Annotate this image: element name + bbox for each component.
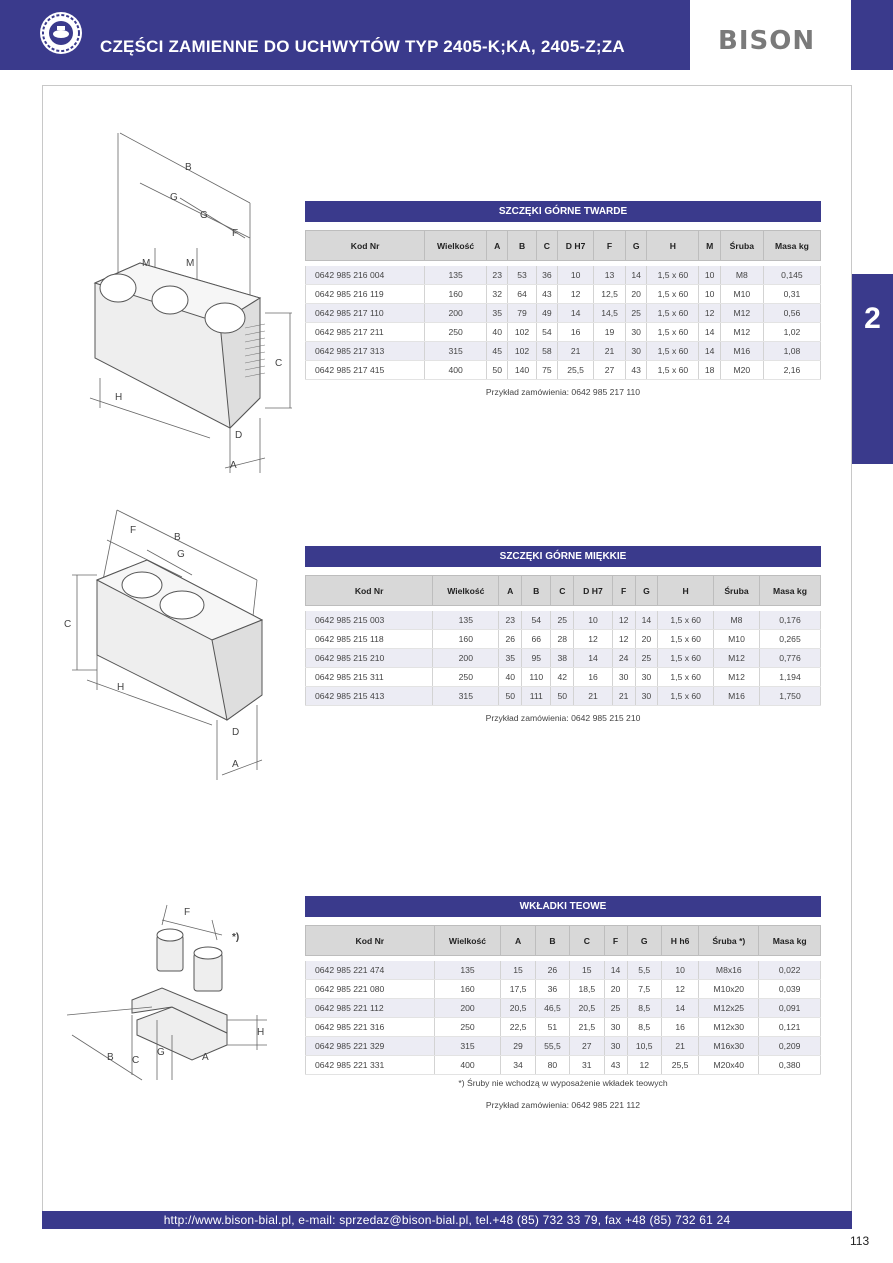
dim-label-f: F — [130, 525, 137, 536]
column-header: Masa kg — [763, 231, 820, 261]
dim-label-a: A — [202, 1052, 209, 1063]
dim-label-c: C — [275, 358, 283, 369]
order-example: Przykład zamówienia: 0642 985 215 210 — [485, 713, 641, 723]
column-header: F — [612, 576, 635, 606]
t-nut-drawing — [62, 895, 287, 1100]
screw-footnote: *) Śruby nie wchodzą w wyposażenie wkładek teowych — [458, 1078, 668, 1088]
dim-label-g: G — [177, 549, 185, 560]
table-row: 0642 985 216 119 160 32 64 43 12 12,5 20 1,5 x 60 10 M10 0,31 — [306, 285, 821, 304]
soft-jaw-drawing — [62, 505, 282, 790]
dim-label-d: D — [232, 727, 240, 738]
column-header: Wielkość — [433, 576, 499, 606]
dim-label-h: H — [117, 682, 125, 693]
section-title: SZCZĘKI GÓRNE TWARDE — [305, 201, 821, 222]
dim-label-g2: G — [200, 210, 208, 221]
table-row: 0642 985 215 413 315 50 111 50 21 21 30 1,5 x 60 M16 1,750 — [306, 687, 821, 706]
spec-table — [305, 925, 821, 1075]
column-header: G — [625, 231, 646, 261]
column-header: A — [499, 576, 522, 606]
column-header: Kod Nr — [306, 231, 425, 261]
column-header: B — [522, 576, 551, 606]
table-row: 0642 985 217 415 400 50 140 75 25,5 27 43 1,5 x 60 18 M20 2,16 — [306, 361, 821, 380]
column-header: G — [627, 926, 661, 956]
column-header: H — [658, 576, 714, 606]
table-row: 0642 985 221 331 400 34 80 31 43 12 25,5 M20x40 0,380 — [306, 1056, 821, 1075]
dim-label-b: B — [185, 162, 192, 173]
dim-label-d: D — [235, 430, 243, 441]
page-title: CZĘŚCI ZAMIENNE DO UCHWYTÓW TYP 2405-K;KA, 2405-Z;ZA — [100, 37, 625, 56]
section-hard-jaws — [305, 201, 821, 397]
column-header: Kod Nr — [306, 926, 435, 956]
dim-label-g1: G — [170, 192, 178, 203]
table-row: 0642 985 221 329 315 29 55,5 27 30 10,5 21 M16x30 0,209 — [306, 1037, 821, 1056]
page-number: 113 — [850, 1234, 870, 1248]
chapter-number: 2 — [864, 302, 881, 335]
header-corner-block — [851, 0, 893, 70]
column-header: Śruba — [720, 231, 763, 261]
footer-contact: http://www.bison-bial.pl, e-mail: sprzedaz@bison-bial.pl, tel.+48 (85) 732 33 79, fax +48 (85) 732 61 24 — [42, 1211, 852, 1229]
spec-table — [305, 575, 821, 706]
column-header: F — [594, 231, 626, 261]
column-header: D H7 — [558, 231, 594, 261]
dim-label-h: H — [257, 1027, 265, 1038]
table-row: 0642 985 216 004 135 23 53 36 10 13 14 1,5 x 60 10 M8 0,145 — [306, 266, 821, 285]
column-header: C — [536, 231, 557, 261]
dim-label-g: G — [157, 1047, 165, 1058]
column-header: A — [487, 231, 508, 261]
column-header: Masa kg — [759, 576, 820, 606]
table-row: 0642 985 217 110 200 35 79 49 14 14,5 25 1,5 x 60 12 M12 0,56 — [306, 304, 821, 323]
dim-label-a: A — [232, 759, 239, 770]
column-header: Kod Nr — [306, 576, 433, 606]
dim-label-f: F — [184, 907, 191, 918]
table-row: 0642 985 215 118 160 26 66 28 12 12 20 1,5 x 60 M10 0,265 — [306, 630, 821, 649]
section-soft-jaws — [305, 546, 821, 723]
section-t-nuts — [305, 896, 821, 1110]
column-header: Śruba *) — [699, 926, 759, 956]
column-header: Masa kg — [759, 926, 821, 956]
table-row: 0642 985 221 080 160 17,5 36 18,5 20 7,5 12 M10x20 0,039 — [306, 980, 821, 999]
brand-logo: BISON — [718, 26, 816, 56]
dim-label-h: H — [115, 392, 123, 403]
column-header: A — [501, 926, 535, 956]
dim-label-c: C — [64, 619, 72, 630]
table-row: 0642 985 221 474 135 15 26 15 14 5,5 10 M8x16 0,022 — [306, 961, 821, 980]
column-header: Śruba — [714, 576, 760, 606]
dim-label-a: A — [230, 460, 237, 471]
column-header: H — [647, 231, 699, 261]
column-header: Wielkość — [434, 926, 501, 956]
column-header: Wielkość — [425, 231, 487, 261]
table-row: 0642 985 215 210 200 35 95 38 14 24 25 1,5 x 60 M12 0,776 — [306, 649, 821, 668]
company-logo-icon — [38, 10, 84, 56]
column-header: B — [508, 231, 536, 261]
dim-label-c: C — [132, 1055, 140, 1066]
order-example: Przykład zamówienia: 0642 985 217 110 — [485, 387, 641, 397]
table-row: 0642 985 215 003 135 23 54 25 10 12 14 1,5 x 60 M8 0,176 — [306, 611, 821, 630]
column-header: G — [635, 576, 658, 606]
table-row: 0642 985 217 313 315 45 102 58 21 21 30 1,5 x 60 14 M16 1,08 — [306, 342, 821, 361]
column-header: F — [604, 926, 627, 956]
column-header: C — [570, 926, 604, 956]
chapter-tab — [852, 274, 893, 464]
column-header: B — [535, 926, 569, 956]
dim-label-f: F — [232, 228, 239, 239]
dim-label-b: B — [107, 1052, 114, 1063]
column-header: M — [699, 231, 720, 261]
footnote-marker: *) — [232, 932, 240, 943]
hard-jaw-drawing — [80, 128, 300, 478]
column-header: D H7 — [574, 576, 613, 606]
column-header: H h6 — [661, 926, 698, 956]
dim-label-m1: M — [142, 258, 151, 269]
dim-label-b: B — [174, 532, 181, 543]
table-row: 0642 985 221 112 200 20,5 46,5 20,5 25 8,5 14 M12x25 0,091 — [306, 999, 821, 1018]
section-title: SZCZĘKI GÓRNE MIĘKKIE — [305, 546, 821, 567]
order-example: Przykład zamówienia: 0642 985 221 112 — [485, 1100, 641, 1110]
section-title: WKŁADKI TEOWE — [305, 896, 821, 917]
header-bar — [0, 0, 690, 70]
table-row: 0642 985 217 211 250 40 102 54 16 19 30 1,5 x 60 14 M12 1,02 — [306, 323, 821, 342]
column-header: C — [551, 576, 574, 606]
spec-table — [305, 230, 821, 380]
table-row: 0642 985 215 311 250 40 110 42 16 30 30 1,5 x 60 M12 1,194 — [306, 668, 821, 687]
dim-label-m2: M — [186, 258, 195, 269]
table-row: 0642 985 221 316 250 22,5 51 21,5 30 8,5 16 M12x30 0,121 — [306, 1018, 821, 1037]
